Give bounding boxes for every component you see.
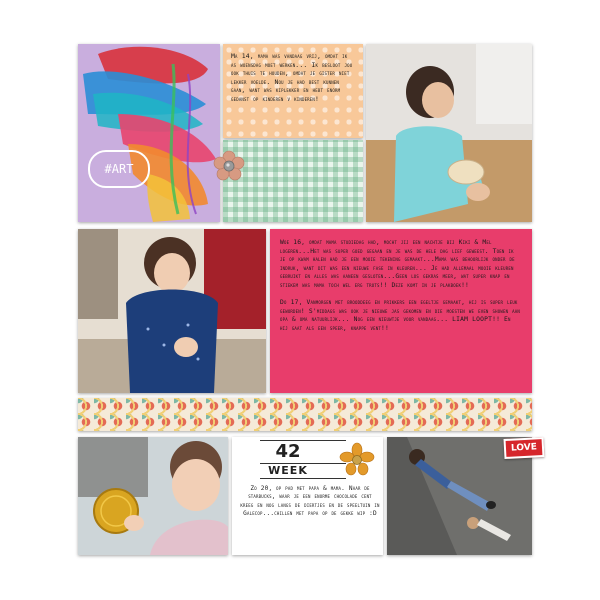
journal-card-monday bbox=[223, 44, 363, 138]
crayon-drawing bbox=[78, 44, 220, 222]
photo-girl-chocolate-coin bbox=[78, 437, 228, 555]
photo-girl-crafting bbox=[366, 44, 532, 222]
journal-text-sunday: Zo 20, op pad met papa & mama. Naar de starbucks, waar je een enorme chocolade cent kreeg en nog langs de diertjes en de speeltuin in Galecop...chillen met papa op de gekke wip :D bbox=[240, 485, 384, 517]
photo-girl-jacket bbox=[78, 229, 266, 393]
divider bbox=[260, 478, 346, 479]
flower-brad-icon bbox=[212, 150, 246, 184]
journal-text: Ma 14, mama was vandaag vrij, omdat ik as woensdag moet werken... Ik besloot jou ook thuis te houden, omdat je gister niet lekker voelde. Nou je had best kunnen gaan, want was kiplekker en hebt enorm gedanst op kinderen v kinderen! bbox=[231, 52, 357, 103]
week-label: WEEK bbox=[268, 464, 308, 477]
journal-card-wednesday-thursday bbox=[270, 229, 532, 393]
love-tag: LOVE bbox=[504, 437, 545, 459]
week-number: 42 bbox=[275, 441, 301, 462]
art-label: #ART bbox=[88, 150, 150, 188]
decorative-pattern-strip bbox=[78, 398, 532, 431]
art-photo-card bbox=[78, 44, 220, 222]
journal-paragraph-wednesday: Woe 16, omdat mama studiedag had, mocht jij een nachtje bij Kiki & Mel logeren...Het was super goed gegaan en je was de hele dag lief geweest. Toen ik je op kwam halen had je een mooie tekening gemaakt...Mama was behoorlijk onder de indruk, want dit was een nieuwe fase in kleuren... Je had allemaal mooie kleuren gebruikt en alles was aaneen gesloten...Geen los gekras meer, wat super knap en stiekem was mama toch wel erg trots!! Deze komt in je plakboek!! bbox=[280, 239, 519, 289]
journal-paragraph-thursday: Do 17, Vanmorgen met brooddeeg en prikkers een egeltje gemaakt, hij is super leuk geworden! S'middags was ook je nieuwe jas gekomen en die moesten we even showen aan opa & oma natuurlijk... Nog een nieuwtje voor vandaag... LIAM LOOPT!! En hij gaat als een speer, knappe vent!! bbox=[280, 299, 524, 332]
flower-brad-icon bbox=[340, 443, 374, 477]
